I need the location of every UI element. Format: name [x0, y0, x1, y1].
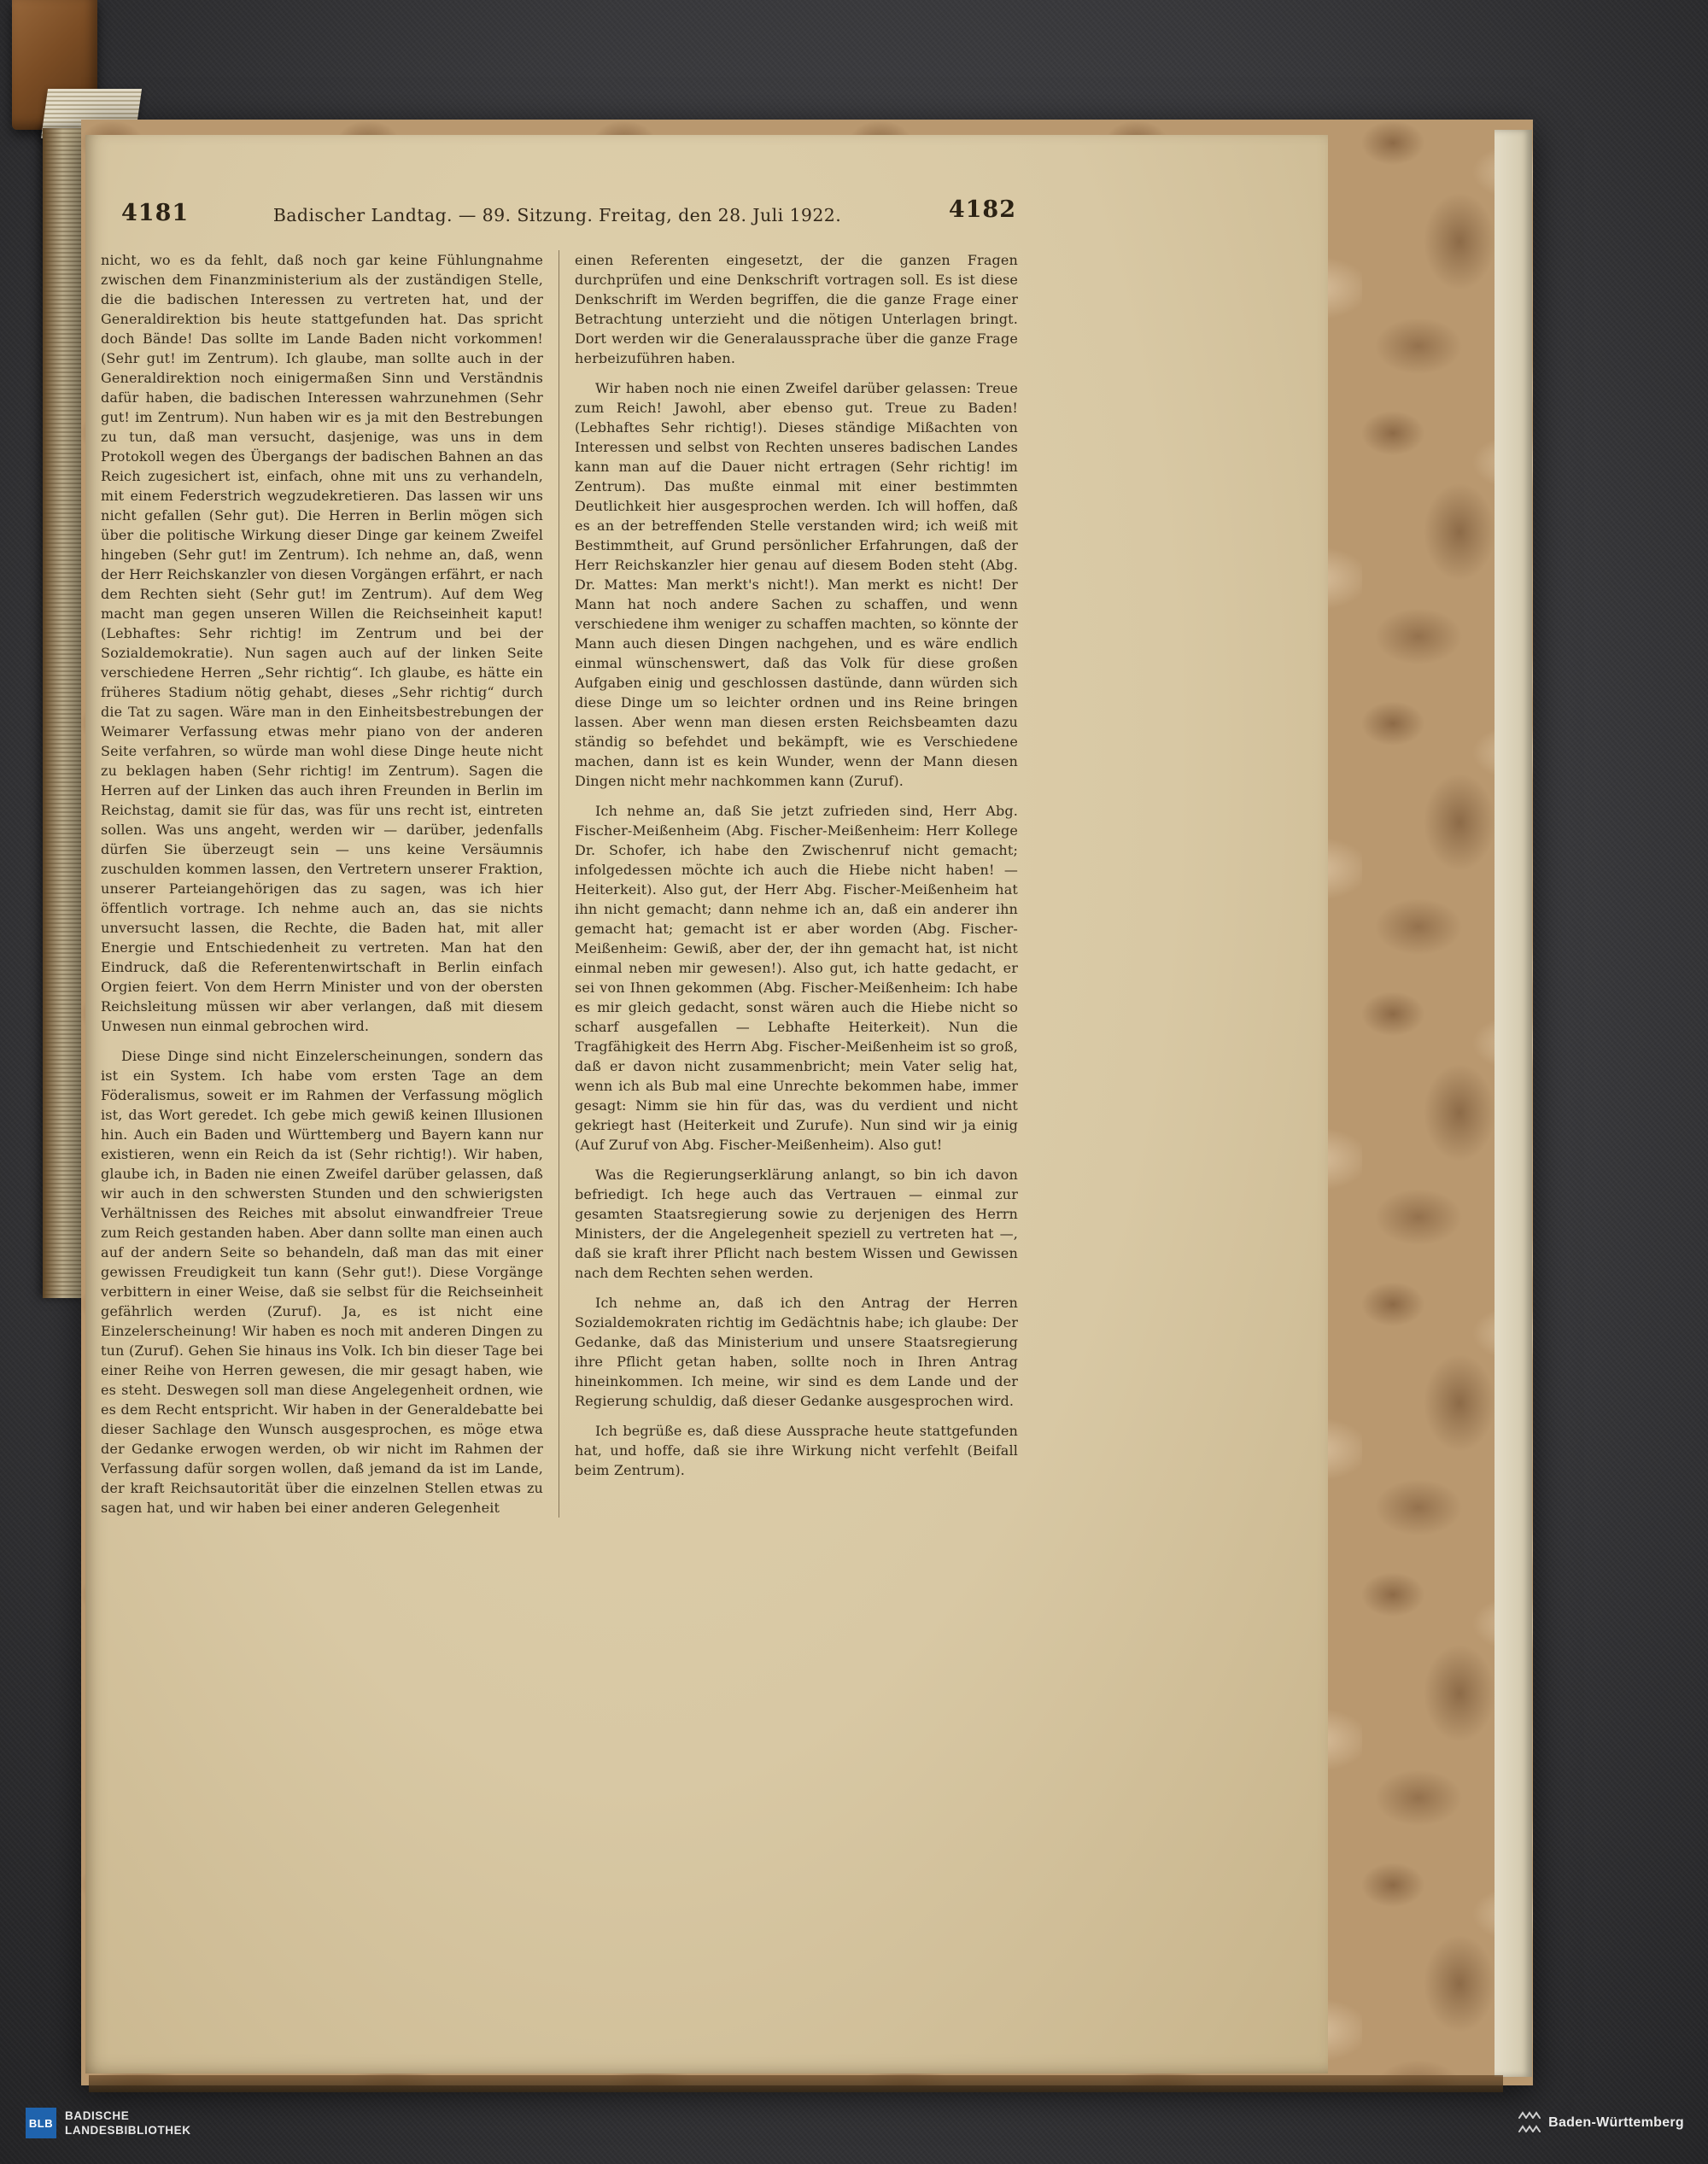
paragraph: Ich nehme an, daß ich den Antrag der Herren Sozialdemokraten richtig im Gedächtnis habe; ich glaube: Der Gedanke, daß das Ministerium und unsere Staatsregierung ihre Pflicht getan haben, sollte noch in Ihren Antrag hineinkommen. Ich meine, wir sind es dem Lande und der Regierung schuldig, daß dieser Gedanke ausgesprochen wird. [575, 1295, 1018, 1409]
paragraph: Ich nehme an, daß Sie jetzt zufrieden sind, Herr Abg. Fischer-Meißenheim (Abg. Fischer-Meißenheim: Herr Kollege Dr. Schofer, ich habe den Zwischenruf nicht gemacht; infolgedessen möchte ich auch die Hiebe nicht haben! — Heiterkeit). Also gut, der Herr Abg. Fischer-Meißenheim hat ihn nicht gemacht; dann nehme ich an, daß ein anderer ihn gemacht hat; gemacht ist er aber worden (Abg. Fischer-Meißenheim: Gewiß, aber der, der ihn gemacht hat, ist nicht einmal neben mir gewesen!). Also gut, ich hatte gedacht, er sei von Ihnen gekommen (Abg. Fischer-Meißenheim: Ich habe es mir gleich gedacht, sonst wären auch die Hiebe nicht so scharf ausgefallen — Lebhafte Heiterkeit). Nun die Tragfähigkeit des Herrn Abg. Fischer-Meißenheim ist so groß, daß er davon nicht zusammenbricht; mein Vater selig hat, wenn ich als Bub mal eine Unrechte bekommen habe, immer gesagt: Nimm sie hin für das, was du verdient und nicht gekriegt hast (Heiterkeit und Zurufe). Nun sind wir ja einig (Auf Zuruf von Abg. Fischer-Meißenheim). Also gut! [575, 803, 1018, 1153]
paragraph: Diese Dinge sind nicht Einzelerscheinungen, sondern das ist ein System. Ich habe vom ersten Tage an dem Föderalismus, soweit er im Rahmen der Verfassung möglich ist, das Wort geredet. Ich gebe mich gewiß keinen Illusionen hin. Auch ein Baden und Württemberg und Bayern kann nur existieren, wenn ein Reich da ist (Sehr richtig!). Wir haben, glaube ich, in Baden nie einen Zweifel darüber gelassen, daß wir auch in den schwersten Stunden und den schwierigsten Verhältnissen des Reiches mit absolut einwandfreier Treue zum Reich gestanden haben. Aber dann sollte man einen auch auf der andern Seite so behandeln, daß man das mit einer gewissen Freudigkeit tun kann (Sehr gut!). Diese Vorgänge verbittern in einer Weise, daß sie selbst für die Reichseinheit gefährlich werden (Zuruf). Ja, es ist nicht eine Einzelerscheinung! Wir haben es noch mit anderen Dingen zu tun (Zuruf). Gehen Sie hinaus ins Volk. Ich bin dieser Tage bei einer Reihe von Herren gewesen, die mir gesagt haben, wie es steht. Deswegen soll man diese Angelegenheit ordnen, wie es dem Recht entspricht. Wir haben in der Generaldebatte bei dieser Sachlage den Wunsch ausgesprochen, es möge etwa der Gedanke erwogen werden, ob wir nicht im Rahmen der Verfassung dafür sorgen wollen, daß jemand da ist im Lande, der kraft Reichsautorität über die einzelnen Stellen etwas zu sagen hat, und wir haben bei einer anderen Gelegenheit [101, 1048, 543, 1516]
paragraph: Wir haben noch nie einen Zweifel darüber gelassen: Treue zum Reich! Jawohl, aber ebenso gut. Treue zu Baden! (Lebhaftes Sehr richtig!). Dieses ständige Mißachten von Interessen und selbst von Rechten unseres badischen Landes kann man auf die Dauer nicht ertragen (Sehr richtig! im Zentrum). Das mußte einmal mit einer bestimmten Deutlichkeit hier ausgesprochen werden. Ich will hoffen, daß es an der betreffenden Stelle verstanden wird; ich weiß mit Bestimmtheit, auf Grund persönlicher Erfahrungen, daß der Herr Reichskanzler hier genau auf diesem Boden steht (Abg. Dr. Mattes: Man merkt's nicht!). Man merkt es nicht! Der Mann hat noch andere Sachen zu schaffen, und wenn verschiedene ihm weniger zu schaffen machten, so könnte der Mann auch diesen Dingen nachgehen, und es wäre endlich einmal wünschenswert, daß das Volk für diese großen Aufgaben einig und geschlossen dastünde, dann würden sich diese Dinge um so leichter ordnen und ins Reine bringen lassen. Aber wenn man diesen ersten Reichsbeamten dazu ständig so befehdet und bekämpft, wie es Verschiedene machen, dann ist es kein Wunder, wenn der Mann diesen Dingen nicht mehr nachkommen kann (Zuruf). [575, 380, 1018, 789]
column-left [101, 250, 559, 1518]
baden-wuerttemberg-logo [1517, 2109, 1684, 2137]
book-bottom-edge [89, 2075, 1503, 2092]
text-columns [101, 250, 1019, 1518]
blb-logo-line1: BADISCHE [65, 2109, 130, 2122]
column-right [559, 250, 1018, 1480]
blb-logo-line2: LANDESBIBLIOTHEK [65, 2124, 191, 2137]
paragraph: Was die Regierungserklärung anlangt, so bin ich davon befriedigt. Ich hege auch das Vertrauen — einmal zur gesamten Staatsregierung sowie zu derjenigen des Herrn Ministers, der die Angelegenheit speziell zu vertreten hat —, daß sie kraft ihrer Pflicht nach bestem Wissen und Gewissen nach dem Rechten sehen werden. [575, 1167, 1018, 1281]
paragraph: nicht, wo es da fehlt, daß noch gar keine Fühlungnahme zwischen dem Finanzministerium als der zuständigen Stelle, die die badischen Interessen zu vertreten hat, und der Generaldirektion bis heute stattgefunden hat. Das spricht doch Bände! Das sollte im Lande Baden nicht vorkommen! (Sehr gut! im Zentrum). Ich glaube, man sollte auch in der Generaldirektion noch einigermaßen Sinn und Verständnis dafür haben, die badischen Interessen wahrzunehmen (Sehr gut! im Zentrum). Nun haben wir es ja mit den Bestrebungen zu tun, daß man versucht, dasjenige, was uns in dem Protokoll wegen des Übergangs der badischen Bahnen an das Reich zugesichert ist, einfach, ohne mit uns zu verhandeln, mit einem Federstrich wegzudekretieren. Das lassen wir uns nicht gefallen (Sehr gut). Die Herren in Berlin mögen sich über die politische Wirkung dieser Dinge gar keinem Zweifel hingeben (Sehr gut! im Zentrum). Ich nehme an, daß, wenn der Herr Reichskanzler von diesen Vorgängen erfährt, er nach dem Rechten sieht (Sehr gut! im Zentrum). Auf dem Weg macht man gegen unseren Willen die Reichseinheit kaput! (Lebhaftes: Sehr richtig! im Zentrum und bei der Sozialdemokratie). Nun sagen auch auf der linken Seite verschiedene Herren „Sehr richtig“. Ich glaube, es hätte ein früheres Stadium nötig gehabt, dieses „Sehr richtig“ durch die Tat zu sagen. Wäre man in den Einheitsbestrebungen der Weimarer Verfassung etwas mehr piano von der anderen Seite verfahren, so würde man wohl diese Dinge heute nicht zu beklagen haben (Sehr richtig! im Zentrum). Sagen die Herren auf der Linken das auch ihren Freunden in Berlin im Reichstag, damit sie für das, was für uns recht ist, eintreten sollen. Was uns angeht, werden wir — darüber, jedenfalls dürfen Sie überzeugt sein — uns keine Versäumnis zuschulden kommen lassen, den Vertretern unserer Fraktion, unserer Parteiangehörigen das zu sagen, was ich hier öffentlich vortrage. Ich nehme auch an, das sie nichts unversucht lassen, die Rechte, die Baden hat, mit aller Energie und Entschiedenheit zu vertreten. Man hat den Eindruck, daß die Referentenwirtschaft in Berlin einfach Orgien feiert. Von dem Herrn Minister und von der obersten Reichsleitung müssen wir aber verlangen, daß mit diesem Unwesen nun einmal gebrochen wird. [101, 252, 543, 1034]
page-edge-strip [1494, 130, 1532, 2077]
bw-crest-icon [1517, 2109, 1541, 2137]
blb-logo-icon: BLB [26, 2108, 56, 2138]
page-number-right: 4182 [948, 196, 1016, 223]
blb-logo [26, 2108, 191, 2138]
bw-logo-label: Baden-Württemberg [1548, 2115, 1684, 2130]
paragraph: Ich begrüße es, daß diese Aussprache heute stattgefunden hat, und hoffe, daß sie ihre Wirkung nicht verfehlt (Beifall beim Zentrum). [575, 1423, 1018, 1478]
running-head: Badischer Landtag. — 89. Sitzung. Freitag, den 28. Juli 1922. [272, 205, 842, 225]
page-number-left: 4181 [121, 200, 190, 226]
blb-logo-label [65, 2108, 191, 2138]
paragraph: einen Referenten eingesetzt, der die ganzen Fragen durchprüfen und eine Denkschrift vortragen soll. Es ist diese Denkschrift im Werden begriffen, die die ganze Frage einer Betrachtung unterzieht und die nötigen Unterlagen bringt. Dort werden wir die Generalaussprache über die ganze Frage herbeizuführen haben. [575, 252, 1018, 366]
scanned-page [85, 135, 1328, 2073]
